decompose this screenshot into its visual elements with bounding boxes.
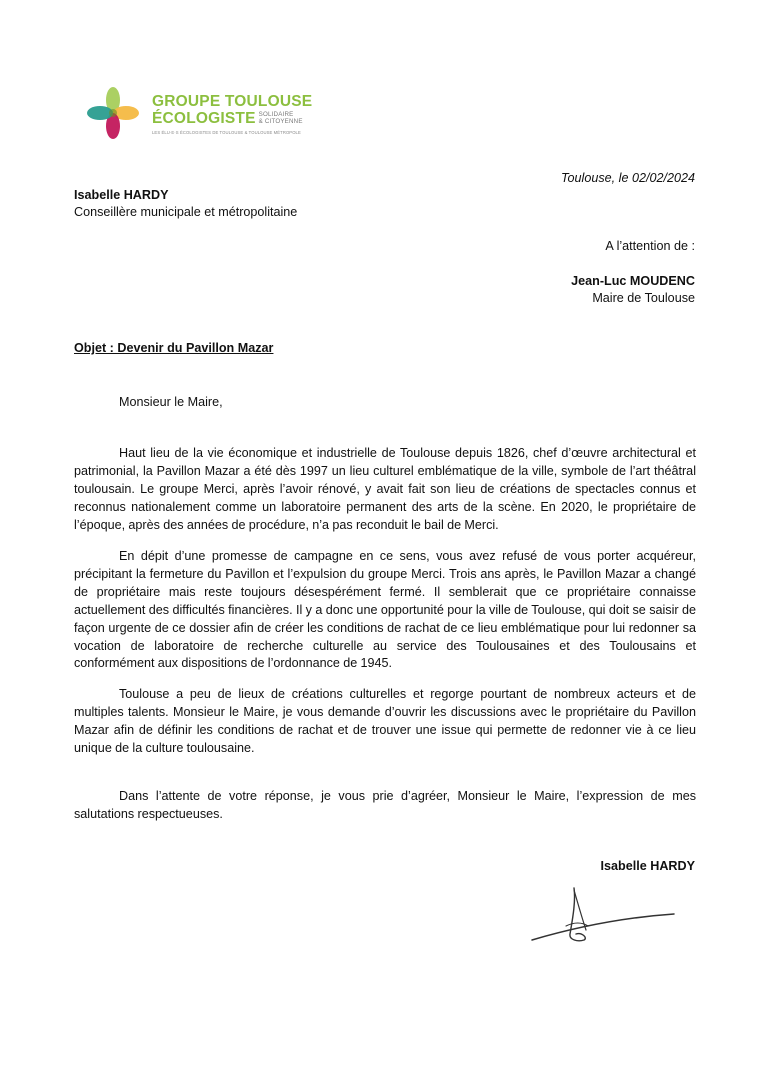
sender-title: Conseillère municipale et métropolitaine	[74, 205, 298, 219]
closing-paragraph: Dans l’attente de votre réponse, je vous prie d’agréer, Monsieur le Maire, l’expression de mes salutations respectueuses.	[74, 789, 696, 821]
logo-sub2: & CITOYENNE	[258, 117, 303, 125]
body-paragraph-1: Haut lieu de la vie économique et industrielle de Toulouse depuis 1826, chef d’œuvre architectural et patrimonial, la Pavillon Mazar a été dès 1997 un lieu culturel emblématique de la ville, symbole de l’art théâtral toulousain. Le groupe Merci, après l’avoir rénové, y avait fait son lieu de créations de spectacles connus et reconnus nationalement comme un laboratoire permanent des arts de la scène. En 2020, le propriétaire de l’époque, après des années de procédure, n’a pas reconduit le bail de Merci.	[74, 446, 696, 532]
recipient-name: Jean-Luc MOUDENC	[571, 274, 695, 288]
handwritten-signature	[526, 882, 686, 948]
logo-wordmark	[152, 93, 312, 135]
logo-tagline: LES ÉLU·E·S ÉCOLOGISTES DE TOULOUSE & TOULOUSE MÉTROPOLE	[152, 130, 301, 135]
attention-line: A l’attention de :	[605, 239, 695, 253]
flower-logo-icon	[84, 84, 142, 142]
body-paragraph-3: Toulouse a peu de lieux de créations culturelles et regorge pourtant de nombreux acteurs et de multiples talents. Monsieur le Maire, je vous demande d’ouvrir les discussions avec le propriétaire du Pavillon Mazar afin de définir les conditions de rachat et de trouver une issue qui permette de redonner vie à ce lieu unique de la culture toulousaine.	[74, 687, 696, 755]
body-paragraph-2: En dépit d’une promesse de campagne en ce sens, vous avez refusé de vous porter acquéreur, précipitant la fermeture du Pavillon et l’expulsion du groupe Merci. Trois ans après, le Pavillon Mazar a changé de propriétaire mais reste toujours désespérément fermé. Il semblerait que ce propriétaire connaisse actuellement des difficultés financières. Il y a donc une opportunité pour la ville de Toulouse, qui doit se saisir de façon urgente de ce dossier afin de créer les conditions de rachat de ce lieu emblématique pour lui redonner sa vocation de laboratoire de recherche culturelle au service des Toulousaines et des Toulousains et conformément aux dispositions de l’ordonnance de 1945.	[74, 549, 696, 671]
signature-name: Isabelle HARDY	[600, 859, 695, 873]
date-line: Toulouse, le 02/02/2024	[561, 171, 695, 185]
sender-name: Isabelle HARDY	[74, 188, 169, 202]
logo-line2: ÉCOLOGISTE	[152, 110, 256, 127]
logo-line2-row	[152, 110, 312, 127]
salutation: Monsieur le Maire,	[119, 395, 223, 409]
recipient-title: Maire de Toulouse	[592, 291, 695, 305]
group-logo	[84, 84, 344, 142]
logo-sub1: SOLIDAIRE	[258, 111, 294, 118]
logo-line1: GROUPE TOULOUSE	[152, 93, 313, 110]
logo-subtitle	[259, 112, 303, 125]
subject-line: Objet : Devenir du Pavillon Mazar	[74, 341, 274, 355]
